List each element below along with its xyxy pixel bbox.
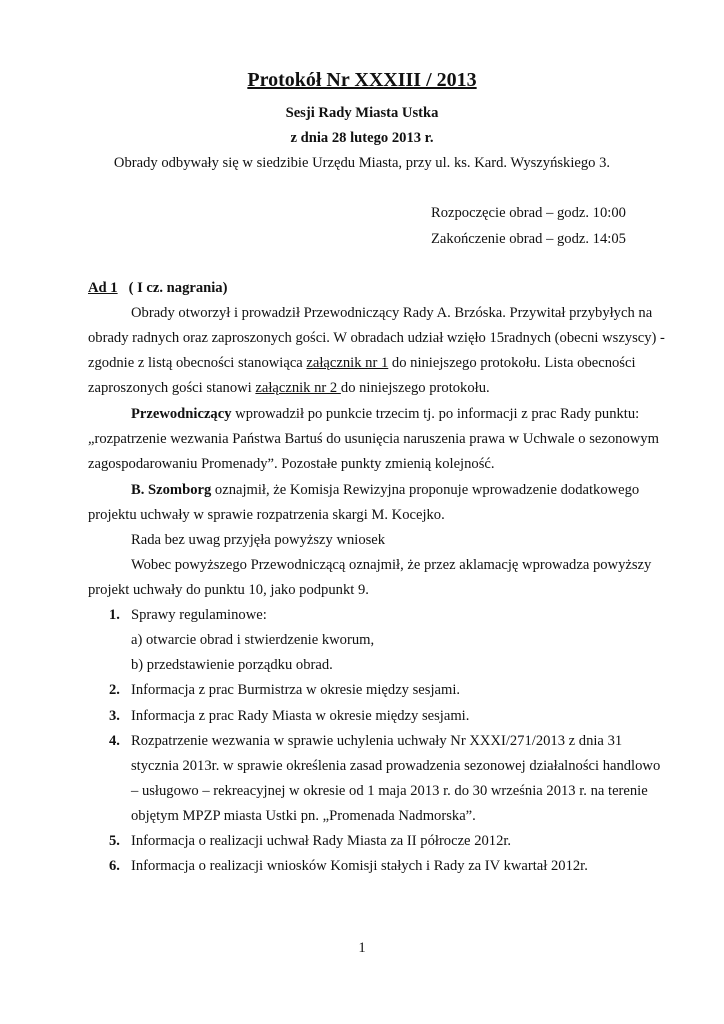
agenda-subitem: a) otwarcie obrad i stwierdzenie kworum, — [131, 632, 375, 648]
agenda-item: Informacja o realizacji uchwał Rady Miasta za II półrocze 2012r. — [131, 833, 512, 849]
page-number: 1 — [358, 940, 366, 956]
session-date: z dnia 28 lutego 2013 r. — [290, 130, 434, 146]
paragraph-line: B. Szomborg oznajmił, że Komisja Rewizyjna proponuje wprowadzenie dodatkowego — [131, 482, 640, 498]
agenda-number: 5. — [109, 833, 120, 849]
attachment-1-reference: załącznik nr 1 — [306, 355, 389, 371]
paragraph-line: projekt uchwały do punktu 10, jako podpunkt 9. — [88, 582, 369, 598]
page-title: Protokół Nr XXXIII / 2013 — [247, 69, 477, 91]
speaker-name: B. Szomborg — [131, 482, 212, 498]
end-time: Zakończenie obrad – godz. 14:05 — [431, 231, 626, 247]
agenda-item-continued: objętym MPZP miasta Ustki pn. „Promenada Nadmorska”. — [131, 808, 476, 824]
paragraph-line: Przewodniczący wprowadził po punkcie trzecim tj. po informacji z prac Rady punktu: — [131, 406, 640, 422]
section-heading — [88, 279, 227, 297]
agenda-item-continued: – usługowo – rekreacyjnej w okresie od 1 maja 2013 r. do 30 września 2013 r. na terenie — [131, 783, 648, 799]
agenda-item: Informacja z prac Rady Miasta w okresie między sesjami. — [131, 708, 470, 724]
agenda-number: 6. — [109, 858, 120, 874]
agenda-item: Informacja o realizacji wniosków Komisji stałych i Rady za IV kwartał 2012r. — [131, 858, 588, 874]
start-time: Rozpoczęcie obrad – godz. 10:00 — [431, 205, 626, 221]
agenda-number: 3. — [109, 708, 120, 724]
paragraph-line: Wobec powyższego Przewodniczącą oznajmił, że przez aklamację wprowadza powyższy — [131, 557, 652, 573]
agenda-number: 2. — [109, 682, 120, 698]
paragraph-line: zgodnie z listą obecności stanowiąca załącznik nr 1 do niniejszego protokołu. Lista obecności — [88, 355, 636, 371]
agenda-item: Sprawy regulaminowe: — [131, 607, 267, 623]
agenda-subitem: b) przedstawienie porządku obrad. — [131, 657, 333, 673]
section-note: ( I cz. nagrania) — [128, 280, 228, 296]
agenda-item-continued: stycznia 2013r. w sprawie określenia zasad prowadzenia sezonowej działalności handlowo — [131, 758, 661, 774]
speaker-name: Przewodniczący — [131, 406, 232, 422]
attachment-2-reference: załącznik nr 2 — [255, 380, 341, 396]
agenda-item: Informacja z prac Burmistrza w okresie między sesjami. — [131, 682, 461, 698]
paragraph-line: „rozpatrzenie wezwania Państwa Bartuś do usunięcia naruszenia prawa w Uchwale o sezonowym — [88, 431, 659, 447]
agenda-item: Rozpatrzenie wezwania w sprawie uchylenia uchwały Nr XXXI/271/2013 z dnia 31 — [131, 733, 623, 749]
paragraph-line: obrady radnych oraz zaproszonych gości. W obradach udział wzięło 15radnych (obecni wszyscy) - — [88, 330, 665, 346]
agenda-number: 4. — [109, 733, 120, 749]
paragraph-line: zagospodarowaniu Promenady”. Pozostałe punkty zmienią kolejność. — [88, 456, 495, 472]
session-subtitle: Sesji Rady Miasta Ustka — [285, 105, 439, 121]
paragraph-line: Obrady otworzył i prowadził Przewodniczący Rady A. Brzóska. Przywitał przybyłych na — [131, 305, 653, 321]
section-label: Ad 1 — [88, 280, 118, 296]
session-location: Obrady odbywały się w siedzibie Urzędu Miasta, przy ul. ks. Kard. Wyszyńskiego 3. — [113, 155, 611, 171]
paragraph-line: Rada bez uwag przyjęła powyższy wniosek — [131, 532, 386, 548]
agenda-number: 1. — [109, 607, 120, 623]
paragraph-line: projektu uchwały w sprawie rozpatrzenia skargi M. Kocejko. — [88, 507, 445, 523]
paragraph-line: zaproszonych gości stanowi załącznik nr 2 do niniejszego protokołu. — [88, 380, 490, 396]
